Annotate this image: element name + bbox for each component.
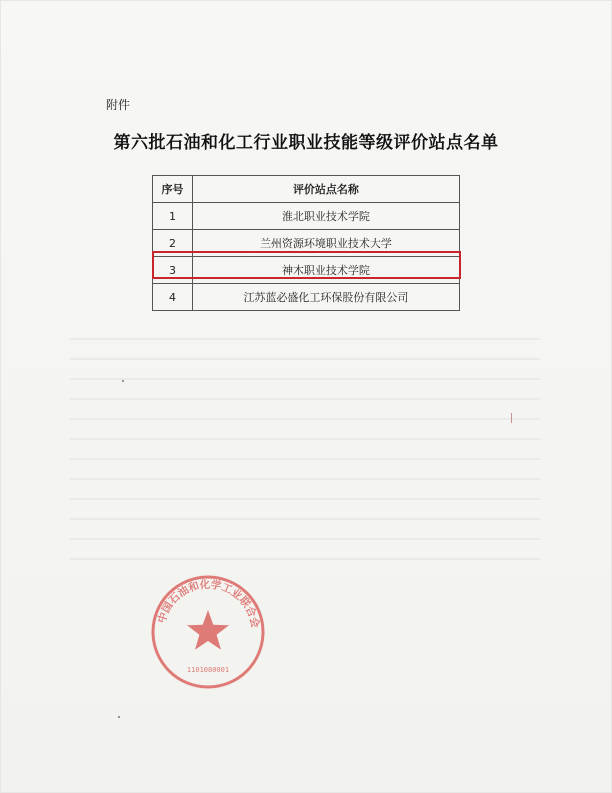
table-row [153,230,460,257]
star-icon [187,610,229,650]
row-site-name: 神木职业技术学院 [192,257,459,284]
header-site-name: 评价站点名称 [192,176,459,203]
document-title: 第六批石油和化工行业职业技能等级评价站点名单 [113,133,499,153]
row-site-name: 兰州资源环境职业技术大学 [192,230,459,257]
table-header-row [153,176,460,203]
header-serial-number: 序号 [153,176,193,203]
row-number: 3 [153,257,193,284]
sites-table [152,175,460,311]
stray-mark [511,413,512,423]
table-row [153,284,460,311]
seal-code: 1101080001 [186,666,230,674]
table-row-highlighted [153,257,460,284]
official-seal [148,572,268,692]
stray-dot [122,380,124,382]
stray-dot [118,716,120,718]
row-site-name: 江苏蓝必盛化工环保股份有限公司 [192,284,459,311]
row-number: 2 [153,230,193,257]
attachment-label: 附件 [106,98,131,112]
row-site-name: 淮北职业技术学院 [192,203,459,230]
row-number: 1 [153,203,193,230]
table-row [153,203,460,230]
row-number: 4 [153,284,193,311]
seal-text: 中国石油和化学工业联合会 [155,578,261,629]
bleed-through-text [70,320,540,560]
